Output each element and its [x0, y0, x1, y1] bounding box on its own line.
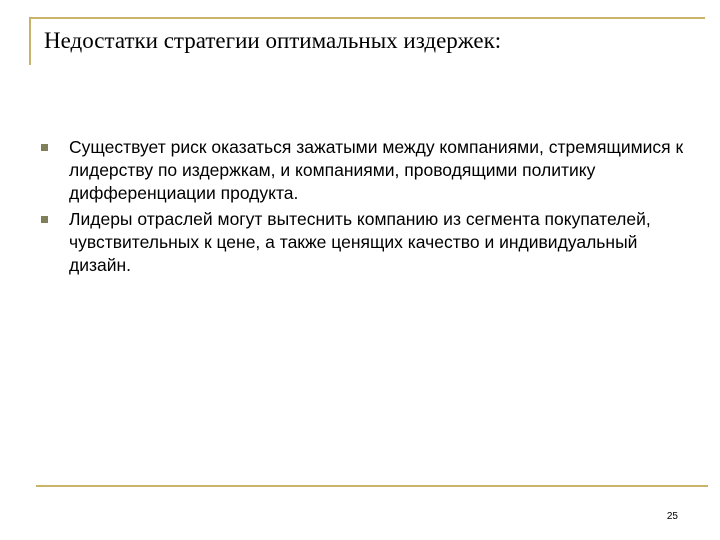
- title-frame-left-line: [29, 17, 31, 65]
- footer-divider: [36, 485, 708, 487]
- bullet-item: [38, 136, 698, 205]
- square-bullet-icon: [41, 144, 48, 151]
- bullet-item: [38, 208, 698, 277]
- page-number: 25: [666, 511, 678, 522]
- title-frame-top-line: [29, 17, 705, 19]
- bullet-text: Лидеры отраслей могут вытеснить компанию из сегмента покупателей, чувствительных к цене, а также ценящих качество и индивидуальный дизайн.: [69, 209, 651, 275]
- slide-title: Недостатки стратегии оптимальных издержек:: [44, 28, 502, 53]
- bullet-list: [38, 136, 698, 280]
- square-bullet-icon: [41, 216, 48, 223]
- bullet-text: Существует риск оказаться зажатыми между компаниями, стремящимися к лидерству по издержкам, и компаниями, проводящими политику дифференциации продукта.: [69, 137, 684, 203]
